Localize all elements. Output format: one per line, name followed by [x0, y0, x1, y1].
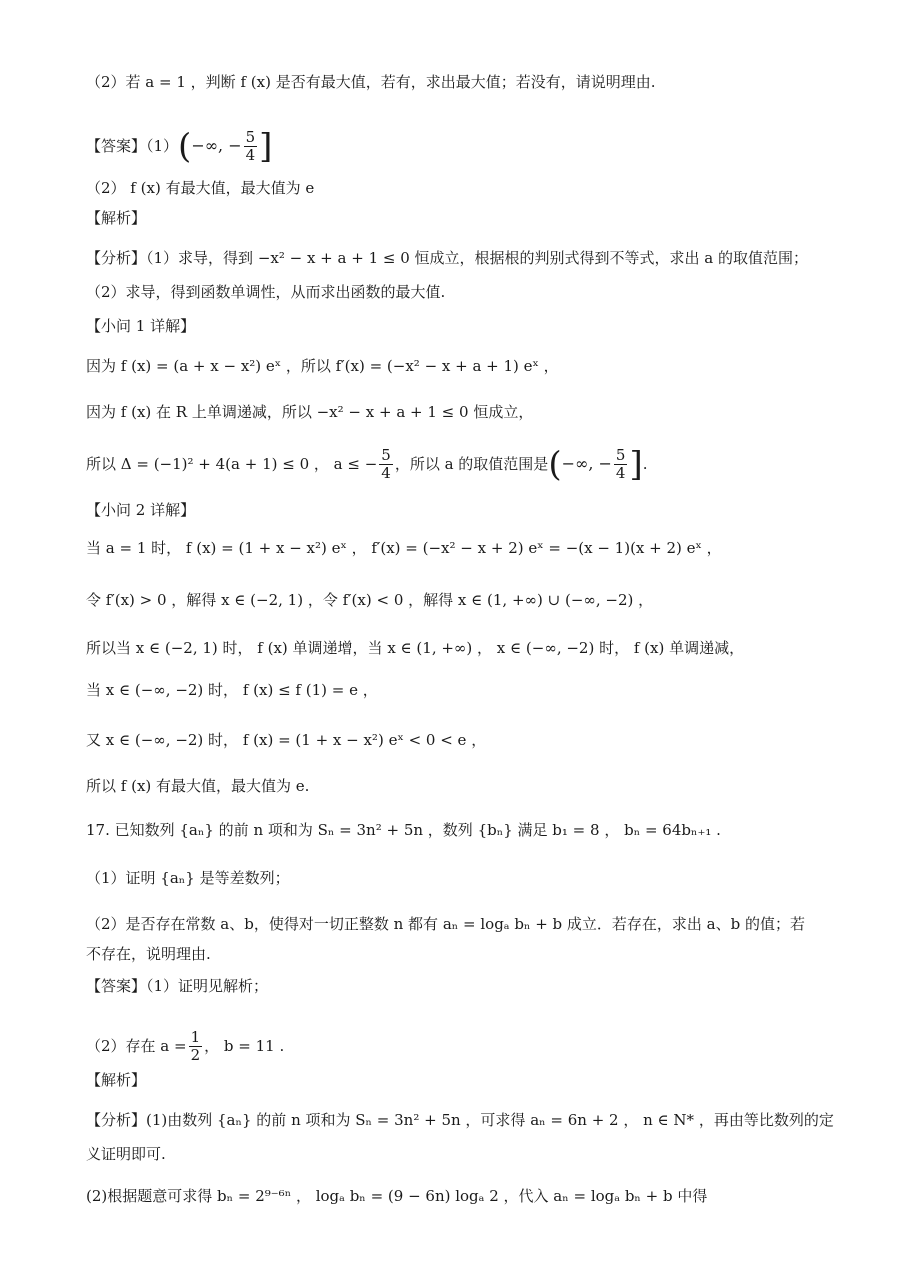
question-17: 17. 已知数列 {aₙ} 的前 n 项和为 Sₙ = 3n² + 5n ，数列 {bₙ} 满足 b₁ = 8 ， bₙ = 64bₙ₊₁ . — [86, 821, 721, 839]
fraction: $\frac{5}{4}$ — [381, 445, 391, 482]
analysis-17-part-1: 【分析】(1)由数列 {aₙ} 的前 n 项和为 Sₙ = 3n² + 5n ，可求得 aₙ = 6n + 2 ， n ∈ N* ，再由等比数列的定 — [86, 1111, 834, 1129]
question-part-2: （2）若 a = 1 ，判断 f (x) 是否有最大值，若有，求出最大值；若没有，请说明理由. — [86, 73, 656, 91]
bound-line-1: 当 x ∈ (−∞, −2) 时， f (x) ≤ f (1) = e ， — [86, 681, 378, 699]
derivative-line: 因为 f (x) = (a + x − x²) eˣ ，所以 f′(x) = (−x² − x + a + 1) eˣ ， — [86, 357, 559, 375]
interval-expression: (−∞, − $\frac{5}{4}$ ] — [548, 444, 643, 484]
analysis-heading: 【解析】 — [86, 209, 147, 227]
analysis-part-2: （2）求导，得到函数单调性，从而求出函数的最大值. — [86, 283, 446, 301]
discriminant-line: 所以 Δ = (−1)² + 4(a + 1) ≤ 0 ， a ≤ − $\frac{5}{4}$ ，所以 a 的取值范围是 (−∞, − $\frac{5}{4}$ ] . — [86, 444, 648, 484]
case-a-equals-1: 当 a = 1 时， f (x) = (1 + x − x²) eˣ ， f′(x) = (−x² − x + 2) eˣ = −(x − 1)(x + 2) eˣ ， — [86, 539, 722, 557]
sub-question-2-heading: 【小问 2 详解】 — [86, 501, 196, 519]
answer-label: 【答案】（1） — [86, 137, 179, 155]
analysis-17-heading: 【解析】 — [86, 1071, 147, 1089]
monotonicity-result: 所以当 x ∈ (−2, 1) 时， f (x) 单调递增，当 x ∈ (1, +∞) ， x ∈ (−∞, −2) 时， f (x) 单调递减， — [86, 639, 745, 657]
monotonic-condition: 因为 f (x) 在 R 上单调递减，所以 −x² − x + a + 1 ≤ 0 恒成立， — [86, 403, 534, 421]
interval-expression: (−∞, − $\frac{5}{4}$ ] — [178, 126, 273, 166]
analysis-17-part-1-cont: 义证明即可. — [86, 1145, 166, 1163]
answer-part-2: （2） f (x) 有最大值，最大值为 e — [86, 179, 315, 197]
question-17-part-2: （2）是否存在常数 a、b，使得对一切正整数 n 都有 aₙ = logₐ bₙ + b 成立．若存在，求出 a、b 的值；若 — [86, 915, 805, 933]
conclusion: 所以 f (x) 有最大值，最大值为 e. — [86, 777, 310, 795]
sub-question-1-heading: 【小问 1 详解】 — [86, 317, 196, 335]
answer-17-part-2: （2）存在 a = $\frac{1}{2}$ ， b = 11 . — [86, 1027, 285, 1064]
question-17-part-1: （1）证明 {aₙ} 是等差数列； — [86, 869, 290, 887]
answer-part-1 — [86, 118, 272, 174]
bound-line-2: 又 x ∈ (−∞, −2) 时， f (x) = (1 + x − x²) eˣ < 0 < e ， — [86, 731, 487, 749]
analysis-part-1: 【分析】（1）求导，得到 −x² − x + a + 1 ≤ 0 恒成立，根据根的判别式得到不等式，求出 a 的取值范围； — [86, 249, 809, 267]
analysis-17-part-2: (2)根据题意可求得 bₙ = 2⁹⁻⁶ⁿ ， logₐ bₙ = (9 − 6n) logₐ 2 ，代入 aₙ = logₐ bₙ + b 中得 — [86, 1187, 708, 1205]
solve-inequalities: 令 f′(x) > 0 ，解得 x ∈ (−2, 1) ，令 f′(x) < 0 ，解得 x ∈ (1, +∞) ∪ (−∞, −2) ， — [86, 591, 654, 609]
fraction: $\frac{1}{2}$ — [190, 1027, 201, 1064]
answer-17-part-1: 【答案】（1）证明见解析； — [86, 977, 269, 995]
question-17-part-2-cont: 不存在，说明理由. — [86, 945, 211, 963]
